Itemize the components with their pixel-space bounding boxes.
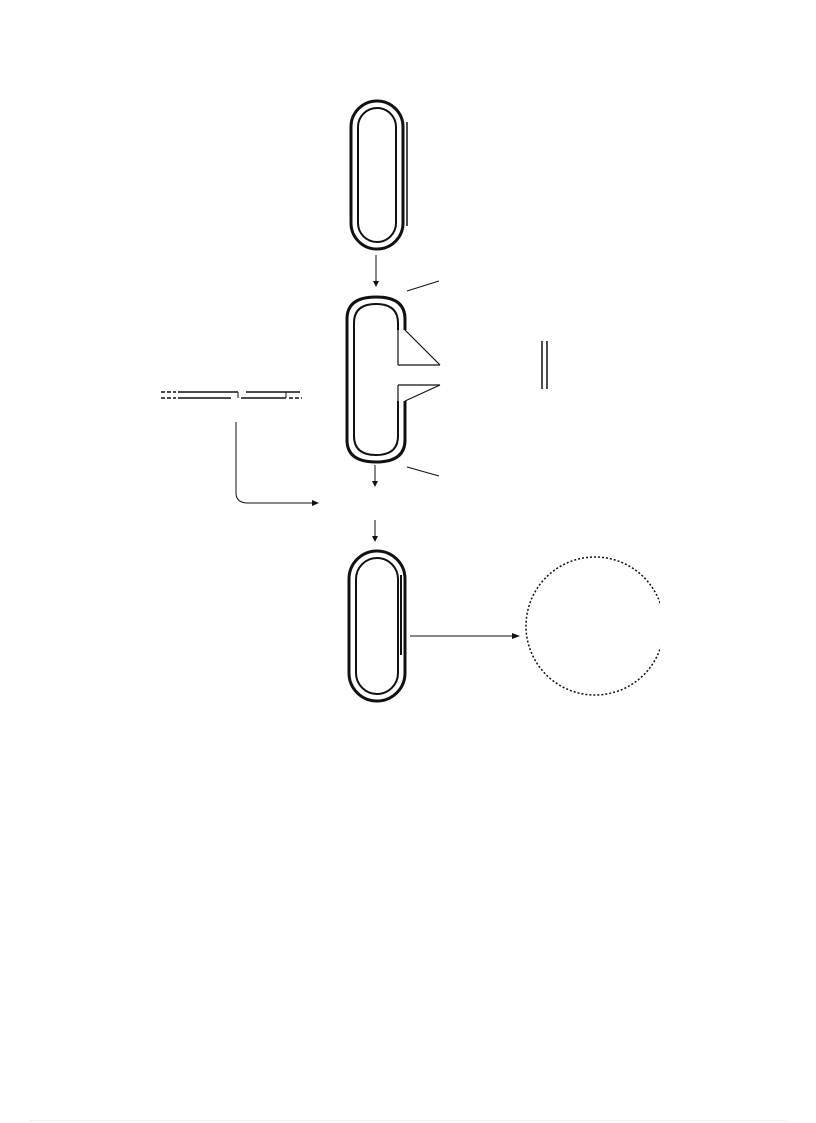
puc19-plasmid <box>351 101 407 249</box>
page-bottom-divider <box>30 1120 786 1121</box>
petri-dish <box>526 557 660 695</box>
foreign-dna <box>161 392 302 398</box>
recombinant-plasmid <box>349 551 405 701</box>
large-fragment <box>347 281 440 476</box>
cloning-figure <box>156 95 660 720</box>
cloning-diagram <box>156 95 660 720</box>
